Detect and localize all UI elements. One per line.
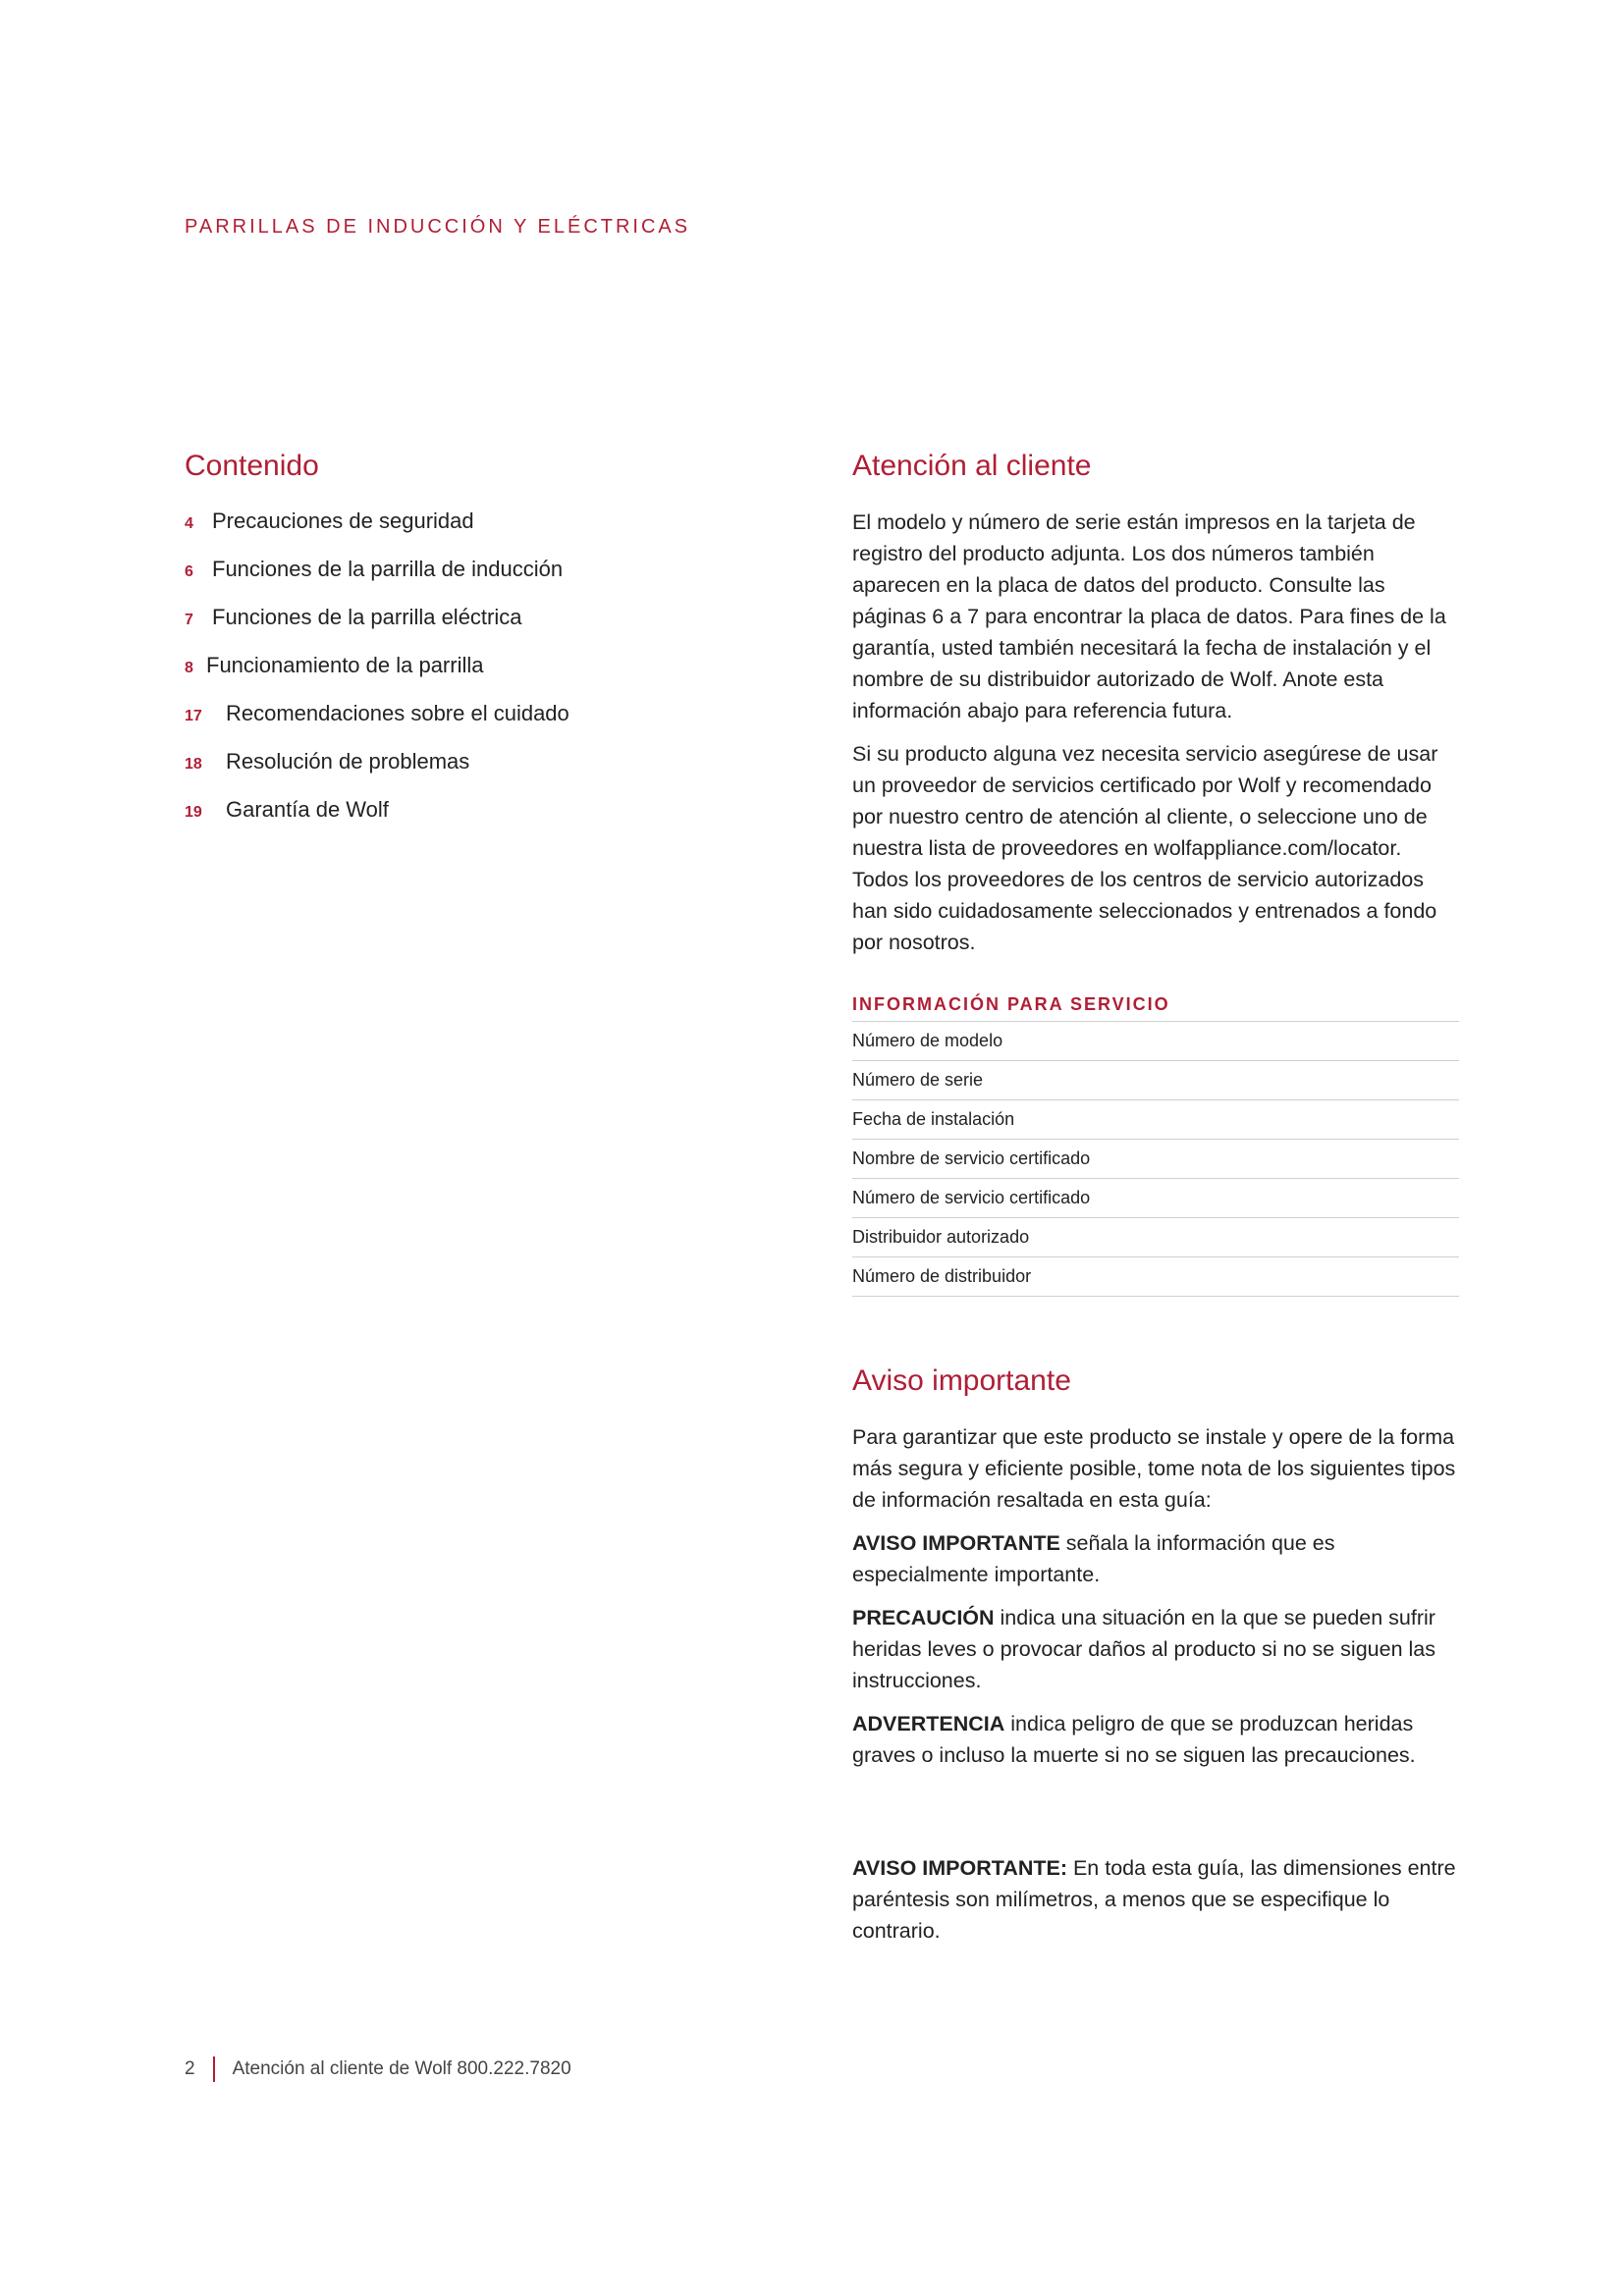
- table-of-contents: [185, 450, 734, 845]
- notice-text: indica peligro de que se produzcan heridas graves o incluso la muerte si no se siguen las precauciones.: [852, 1712, 1416, 1767]
- service-info-row: Fecha de instalación: [852, 1100, 1459, 1140]
- service-info-row: Número de serie: [852, 1061, 1459, 1100]
- toc-item[interactable]: [185, 557, 734, 585]
- toc-page-number: 7: [185, 612, 193, 628]
- toc-item[interactable]: [185, 701, 734, 729]
- dimensions-note-paragraph: [852, 1852, 1459, 1947]
- notice-term: ADVERTENCIA: [852, 1712, 1005, 1735]
- service-info-table: [852, 994, 1459, 1297]
- notice-term: AVISO IMPORTANTE: [852, 1531, 1060, 1555]
- service-info-row: Número de servicio certificado: [852, 1179, 1459, 1218]
- page-footer: [185, 2056, 571, 2082]
- document-header: PARRILLAS DE INDUCCIÓN Y ELÉCTRICAS: [185, 216, 691, 238]
- toc-item[interactable]: [185, 749, 734, 777]
- important-notice-section: [852, 1364, 1459, 1771]
- toc-list: [185, 508, 734, 826]
- important-notice-title: Aviso importante: [852, 1364, 1071, 1397]
- customer-service-title: Atención al cliente: [852, 450, 1092, 482]
- toc-item[interactable]: [185, 797, 734, 826]
- dimensions-note: [852, 1852, 1459, 1947]
- toc-page-number: 4: [185, 515, 193, 532]
- toc-page-number: 6: [185, 563, 193, 580]
- toc-label: Precauciones de seguridad: [212, 508, 474, 533]
- note-text: En toda esta guía, las dimensiones entre paréntesis son milímetros, a menos que se especifique lo contrario.: [852, 1856, 1456, 1943]
- toc-item[interactable]: [185, 605, 734, 633]
- service-info-row: Número de distribuidor: [852, 1257, 1459, 1297]
- toc-label: Resolución de problemas: [226, 749, 470, 774]
- page-number: 2: [185, 2058, 195, 2080]
- notice-item: [852, 1602, 1459, 1696]
- notice-text: indica una situación en la que se pueden sufrir heridas leves o provocar daños al producto si no se siguen las instrucciones.: [852, 1606, 1435, 1692]
- toc-item[interactable]: [185, 508, 734, 537]
- customer-service-paragraph-1: El modelo y número de serie están impresos en la tarjeta de registro del producto adjunta. Los dos números también aparecen en la placa de datos del producto. Consulte las páginas 6 a 7 para encontrar la placa de datos. Para fines de la garantía, usted también necesitará la fecha de instalación y el nombre de su distribuidor autorizado de Wolf. Anote esta información abajo para referencia futura.: [852, 510, 1446, 722]
- notice-item: [852, 1708, 1459, 1771]
- notice-item: [852, 1527, 1459, 1590]
- footer-divider: [213, 2056, 215, 2082]
- service-info-row: Distribuidor autorizado: [852, 1218, 1459, 1257]
- service-info-row: Nombre de servicio certificado: [852, 1140, 1459, 1179]
- toc-label: Funciones de la parrilla eléctrica: [212, 605, 522, 629]
- toc-page-number: 19: [185, 804, 202, 821]
- toc-item[interactable]: [185, 653, 734, 681]
- toc-label: Garantía de Wolf: [226, 797, 389, 822]
- toc-page-number: 17: [185, 708, 202, 724]
- toc-page-number: 18: [185, 756, 202, 773]
- service-info-title: INFORMACIÓN PARA SERVICIO: [852, 994, 1459, 1022]
- notice-text: señala la información que es especialmente importante.: [852, 1531, 1335, 1586]
- footer-text: Atención al cliente de Wolf 800.222.7820: [232, 2058, 571, 2080]
- toc-title: Contenido: [185, 450, 319, 482]
- customer-service-paragraph-2: Si su producto alguna vez necesita servicio asegúrese de usar un proveedor de servicios certificado por Wolf y recomendado por nuestro centro de atención al cliente, o seleccione uno de nuestra lista de proveedores en wolfappliance.com/locator. Todos los proveedores de los centros de servicio autorizados han sido cuidadosamente seleccionados y entrenados a fondo por nosotros.: [852, 742, 1438, 954]
- toc-label: Recomendaciones sobre el cuidado: [226, 701, 569, 725]
- toc-page-number: 8: [185, 660, 193, 676]
- note-term: AVISO IMPORTANTE:: [852, 1856, 1067, 1880]
- notice-term: PRECAUCIÓN: [852, 1606, 995, 1629]
- toc-label: Funcionamiento de la parrilla: [206, 653, 484, 677]
- customer-service-section: [852, 450, 1459, 958]
- important-notice-intro: Para garantizar que este producto se instale y opere de la forma más segura y eficiente posible, tome nota de los siguientes tipos de información resaltada en esta guía:: [852, 1425, 1456, 1512]
- toc-label: Funciones de la parrilla de inducción: [212, 557, 564, 581]
- service-info-row: Número de modelo: [852, 1022, 1459, 1061]
